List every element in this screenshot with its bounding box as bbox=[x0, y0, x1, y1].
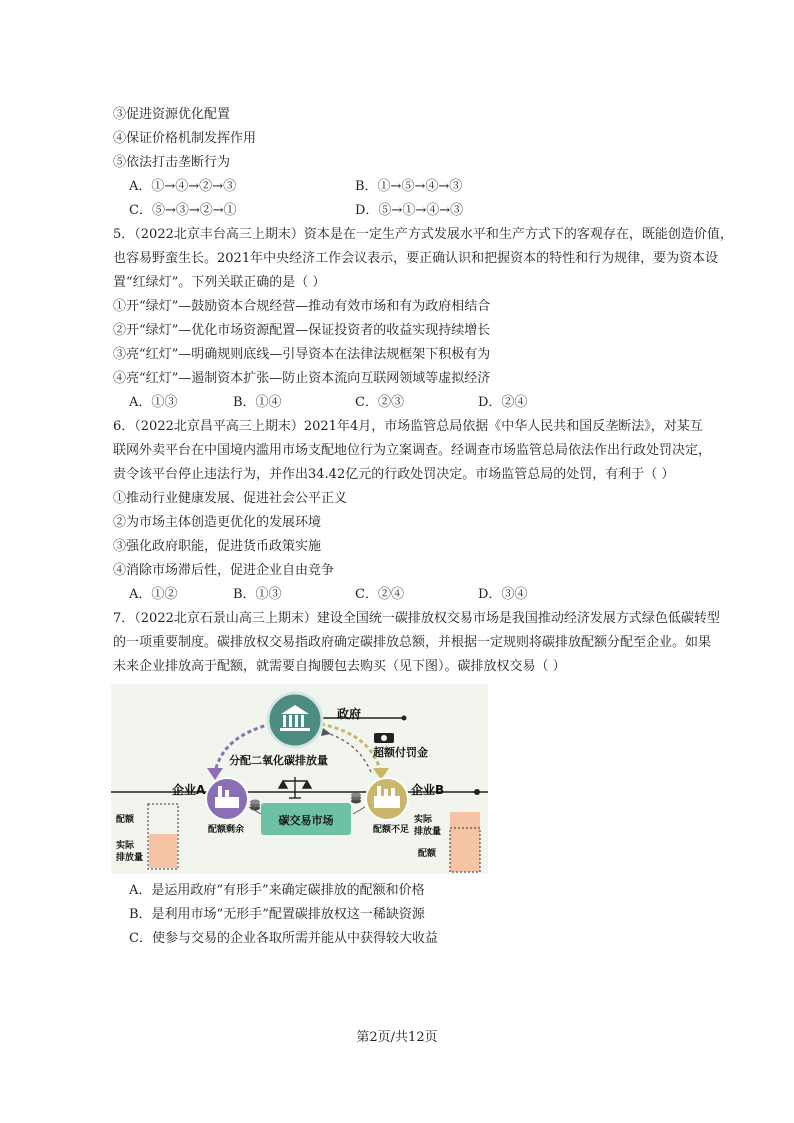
q5-stem-line-2: 也容易野蛮生长。2021年中央经济工作会议表示，要正确认识和把握资本的特性和行为规律，要为资本设 bbox=[113, 251, 719, 266]
q7-stem-line-1: 7．（2022北京石景山高三上期末）建设全国统一碳排放权交易市场是我国推动经济发展方式绿色低碳转型 bbox=[113, 611, 720, 626]
gov-line-dot bbox=[402, 716, 407, 721]
q7-option-c[interactable]: C．使参与交易的企业各取所需并能从中获得较大收益 bbox=[129, 931, 438, 946]
q6-stem-line-1: 6．（2022北京昌平高三上期末）2021年4月，市场监管总局依据《中华人民共和国反垄断法》，对某互 bbox=[113, 419, 703, 434]
bar-b-quota-label: 配额 bbox=[418, 849, 437, 859]
q6-option-d[interactable]: D．③④ bbox=[478, 587, 528, 602]
q6-option-b[interactable]: B．①③ bbox=[233, 587, 282, 602]
q4-option-c[interactable]: C．⑤→③→②→① bbox=[129, 203, 237, 218]
market-label: 碳交易市场 bbox=[278, 814, 334, 827]
fine-arrow bbox=[325, 732, 371, 772]
ent-b-label: 企业B bbox=[411, 783, 445, 797]
bar-b-actual-label-1: 实际 bbox=[414, 815, 433, 825]
q5-stem-line-3: 置“红绿灯”。下列关联正确的是（ ） bbox=[113, 275, 326, 290]
q7-stem-line-2: 的一项重要制度。碳排放权交易指政府确定碳排放总额，并根据一定规则将碳排放配额分配至企业。如果 bbox=[113, 635, 712, 650]
bar-b-actual-label-2: 排放量 bbox=[414, 827, 442, 837]
q6-stem-line-3: 责令该平台停止违法行为，并作出34.42亿元的行政处罚决定。市场监管总局的处罚，有利于（ ） bbox=[113, 467, 675, 482]
q4-option-b[interactable]: B．①→⑤→④→③ bbox=[355, 179, 463, 194]
q6-item-4: ④消除市场滞后性，促进企业自由竞争 bbox=[113, 563, 335, 578]
q6-item-2: ②为市场主体创造更优化的发展环境 bbox=[113, 515, 322, 530]
q7-stem-line-3: 未来企业排放高于配额，就需要自掏腰包去购买（见下图）。碳排放权交易（ ） bbox=[113, 659, 566, 674]
bar-a-quota-label: 配额 bbox=[116, 815, 135, 825]
q4-item-5: ⑤依法打击垄断行为 bbox=[113, 155, 231, 170]
gov-label: 政府 bbox=[337, 707, 362, 721]
fine-arrowhead bbox=[321, 728, 331, 736]
q6-stem-line-2: 联网外卖平台在中国境内滥用市场支配地位行为立案调查。经调查市场监管总局依法作出行政处罚决定， bbox=[113, 443, 712, 458]
fine-label: 超额付罚金 bbox=[373, 746, 428, 759]
q5-option-a[interactable]: A．①③ bbox=[129, 395, 178, 410]
q7-option-b[interactable]: B．是利用市场“无形手”配置碳排放权这一稀缺资源 bbox=[129, 907, 425, 922]
bar-b-actual bbox=[450, 812, 480, 872]
allocate-label: 分配二氧化碳排放量 bbox=[229, 754, 328, 767]
q5-item-1: ①开“绿灯”—鼓励资本合规经营—推动有效市场和有为政府相结合 bbox=[113, 299, 491, 314]
q5-stem-line-1: 5．（2022北京丰台高三上期末）资本是在一定生产方式发展水平和生产方式下的客观存在，既能创造价值， bbox=[113, 227, 733, 242]
scale-icon bbox=[279, 777, 311, 798]
shortage-label: 配额不足 bbox=[373, 825, 410, 835]
q5-item-4: ④亮“红灯”—遏制资本扩张—防止资本流向互联网领域等虚拟经济 bbox=[113, 371, 491, 386]
q4-option-d[interactable]: D．⑤→①→④→③ bbox=[355, 203, 464, 218]
q6-option-c[interactable]: C．②④ bbox=[355, 587, 404, 602]
money-icon bbox=[374, 733, 394, 743]
coins-icon-b bbox=[351, 793, 361, 804]
q5-option-b[interactable]: B．①④ bbox=[233, 395, 282, 410]
baseline-dot bbox=[474, 789, 480, 795]
bar-a-actual bbox=[149, 834, 177, 868]
ent-a-label: 企业A bbox=[172, 783, 206, 797]
q6-item-3: ③强化政府职能，促进货币政策实施 bbox=[113, 539, 322, 554]
q6-item-1: ①推动行业健康发展、促进社会公平正义 bbox=[113, 491, 348, 506]
q4-item-4: ④保证价格机制发挥作用 bbox=[113, 131, 257, 146]
allocate-arrow-b bbox=[321, 724, 381, 772]
page-footer: 第2页/共12页 bbox=[356, 1030, 438, 1045]
arrow-b-market bbox=[353, 807, 365, 814]
q5-item-3: ③亮“红灯”—明确规则底线—引导资本在法律法规框架下积极有为 bbox=[113, 347, 491, 362]
q5-item-2: ②开“绿灯”—优化市场资源配置—保证投资者的收益实现持续增长 bbox=[113, 323, 491, 338]
q4-item-3: ③促进资源优化配置 bbox=[113, 107, 231, 122]
surplus-label: 配额剩余 bbox=[208, 825, 245, 835]
bar-a-actual-label-2: 排放量 bbox=[116, 853, 144, 863]
q5-option-c[interactable]: C．②③ bbox=[355, 395, 404, 410]
carbon-trading-figure bbox=[111, 684, 488, 874]
q6-option-a[interactable]: A．①② bbox=[129, 587, 178, 602]
q7-option-a[interactable]: A．是运用政府“有形手”来确定碳排放的配额和价格 bbox=[129, 883, 425, 898]
q4-option-a[interactable]: A．①→④→②→③ bbox=[129, 179, 237, 194]
bar-a-actual-label-1: 实际 bbox=[116, 841, 135, 851]
q5-option-d[interactable]: D．②④ bbox=[478, 395, 528, 410]
